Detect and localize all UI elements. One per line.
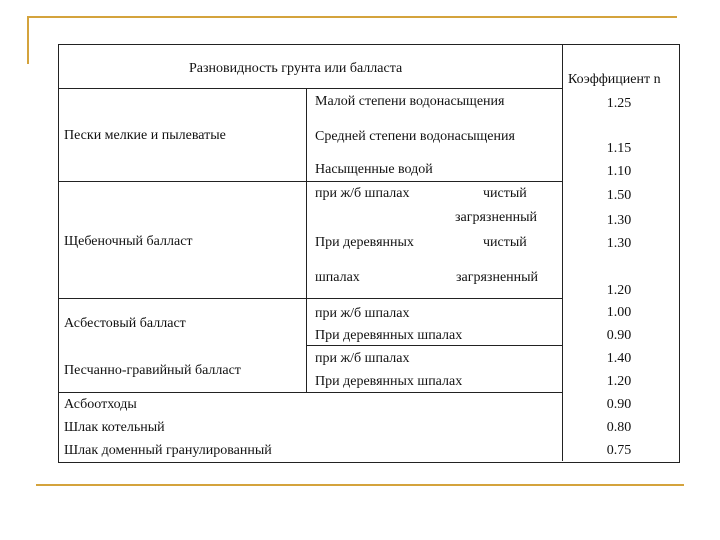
gravel-rc-label: при ж/б шпалах — [315, 186, 410, 201]
sandgravel-rc: при ж/б шпалах — [315, 351, 410, 366]
gravel-wood-label-2: шпалах — [315, 270, 360, 285]
column-divider — [562, 44, 563, 461]
coef-value: 0.90 — [606, 328, 632, 343]
sand-mid-saturation: Средней степени водонасыщения — [315, 129, 515, 144]
coef-value: 1.00 — [606, 305, 632, 320]
coef-value: 1.25 — [606, 96, 632, 111]
decor-line-left — [27, 16, 29, 64]
decor-line-bottom — [36, 484, 684, 486]
column-divider — [306, 88, 307, 392]
coef-value: 0.75 — [606, 443, 632, 458]
row-divider — [58, 181, 562, 182]
row-divider — [306, 345, 562, 346]
row-divider — [58, 392, 562, 393]
coef-value: 1.30 — [606, 213, 632, 228]
blast-furnace-slag: Шлак доменный гранулированный — [64, 443, 272, 458]
coef-value: 0.90 — [606, 397, 632, 412]
coef-value: 1.50 — [606, 188, 632, 203]
row-divider — [58, 298, 562, 299]
sandgravel-wood: При деревянных шпалах — [315, 374, 463, 389]
boiler-slag: Шлак котельный — [64, 420, 165, 435]
coef-value: 1.40 — [606, 351, 632, 366]
gravel-rc-dirty: загрязненный — [455, 210, 538, 225]
header-soil-type: Разновидность грунта или балласта — [189, 61, 403, 76]
coef-value: 1.10 — [606, 164, 632, 179]
coef-value: 0.80 — [606, 420, 632, 435]
sand-saturated: Насыщенные водой — [315, 162, 433, 177]
coef-value: 1.30 — [606, 236, 632, 251]
sand-low-saturation: Малой степени водонасыщения — [315, 94, 505, 109]
decor-line-top — [27, 16, 677, 18]
gravel-wood-dirty: загрязненный — [456, 270, 539, 285]
gravel-label: Щебеночный балласт — [64, 234, 193, 249]
coef-value: 1.20 — [606, 374, 632, 389]
gravel-wood-clean: чистый — [483, 235, 527, 250]
asbestos-wood: При деревянных шпалах — [315, 328, 463, 343]
asbestos-label: Асбестовый балласт — [64, 316, 186, 331]
asbestos-waste: Асбоотходы — [64, 397, 137, 412]
gravel-wood-label: При деревянных — [315, 235, 414, 250]
gravel-rc-clean: чистый — [483, 186, 527, 201]
sandgravel-label: Песчанно-гравийный балласт — [64, 363, 241, 378]
coef-value: 1.20 — [606, 283, 632, 298]
sand-label: Пески мелкие и пылеватые — [64, 128, 226, 143]
row-divider — [58, 88, 562, 89]
coef-value: 1.15 — [606, 141, 632, 156]
asbestos-rc: при ж/б шпалах — [315, 306, 410, 321]
header-coefficient: Коэффициент n — [568, 72, 661, 87]
